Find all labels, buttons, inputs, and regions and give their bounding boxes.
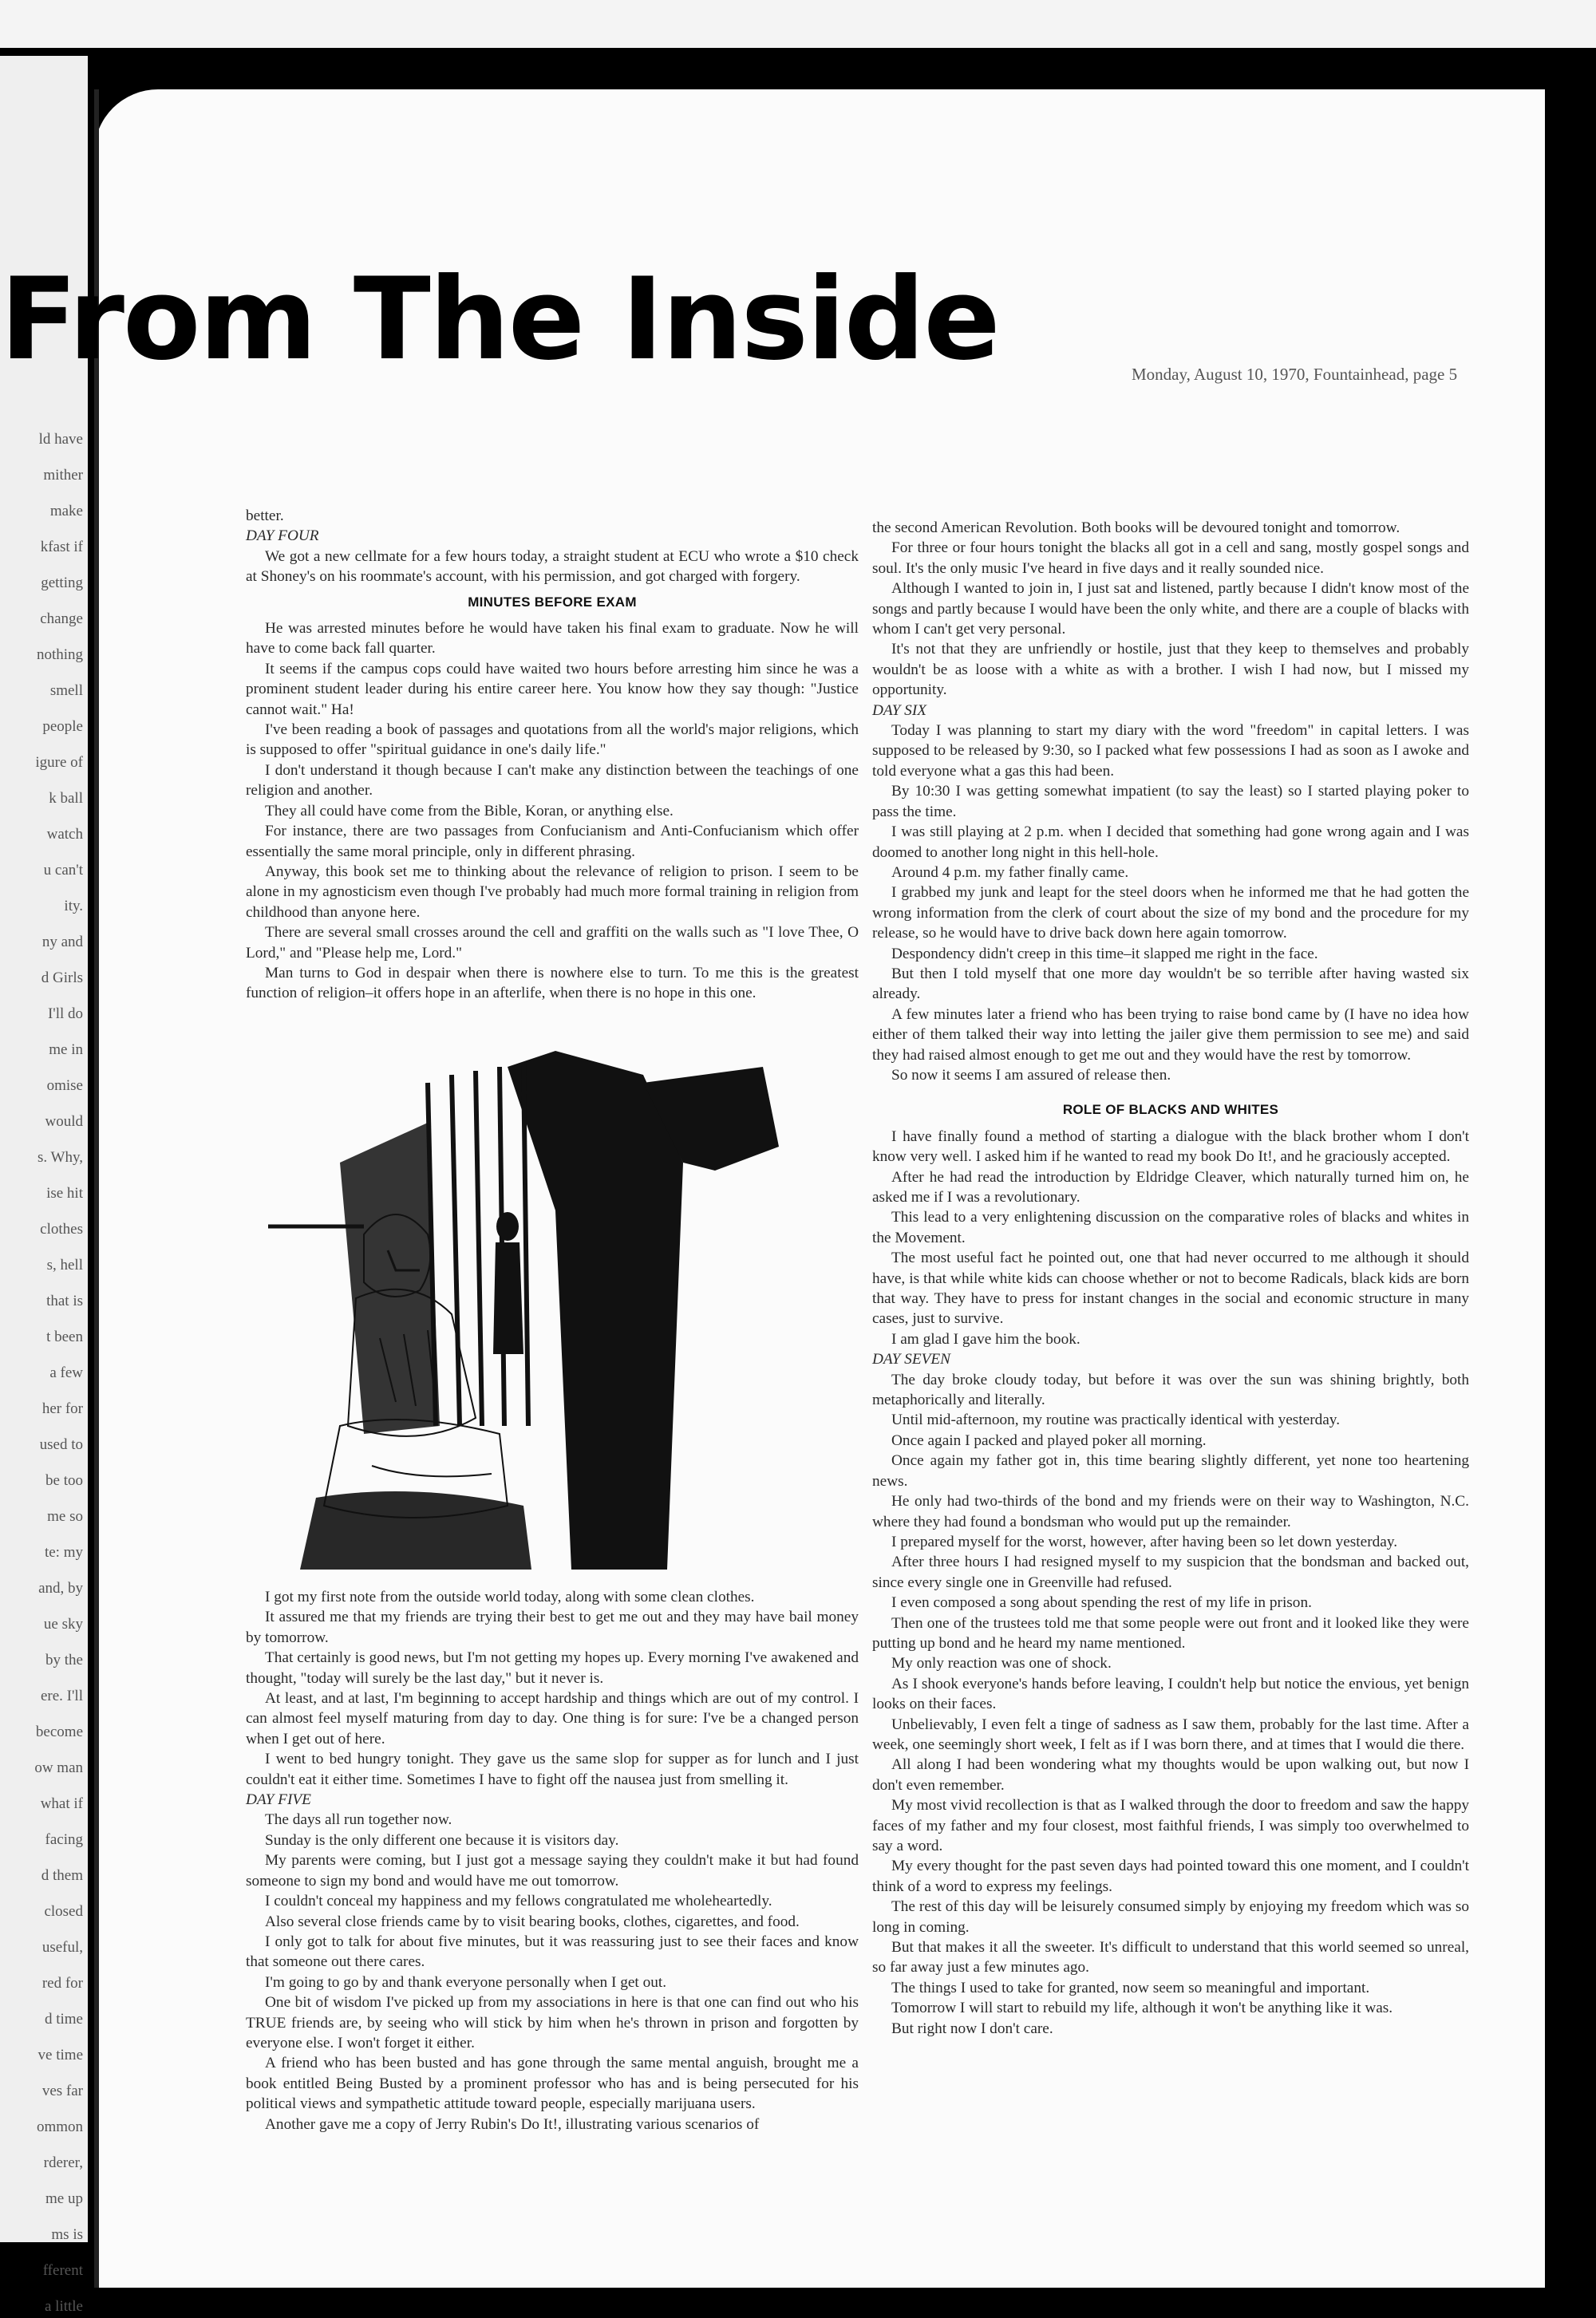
paragraph: Once again I packed and played poker all morning. <box>891 1431 1207 1449</box>
paragraph: Tomorrow I will start to rebuild my life, although it won't be anything like it was. <box>891 2000 1393 2017</box>
adjacent-page-text: would <box>45 1113 83 1130</box>
dateline: Monday, August 10, 1970, Fountainhead, page 5 <box>1132 365 1458 384</box>
paragraph: I was still playing at 2 p.m. when I decided that something had gone wrong again and I was doomed to another long night in this hell-hole. <box>872 823 1469 861</box>
adjacent-page-text: s, hell <box>46 1257 83 1274</box>
column-right <box>872 518 1469 2039</box>
adjacent-page-text: clothes <box>40 1221 83 1238</box>
paragraph: For instance, there are two passages from Confucianism and Anti-Confucianism which offer essentially the same moral principle, only in different phrasing. <box>246 823 859 860</box>
adjacent-page-text: kfast if <box>40 539 83 555</box>
paragraph: The days all run together now. <box>265 1811 452 1829</box>
paragraph: My parents were coming, but I just got a message saying they couldn't make it but had found someone to sign my bond and would have me out tomorrow. <box>246 1852 859 1890</box>
paragraph: Then one of the trustees told me that some people were out front and it looked like they were putting up bond and he heard my name mentioned. <box>872 1614 1469 1652</box>
adjacent-page-text: what if <box>40 1795 83 1812</box>
paragraph: I have finally found a method of starting a dialogue with the black brother whom I don't know very well. I asked him if he wanted to read my book Do It!, and he graciously accepted. <box>872 1127 1469 1166</box>
section-heading: ROLE OF BLACKS AND WHITES <box>1062 1102 1279 1118</box>
paragraph: Once again my father got in, this time bearing slightly different, yet none too heartening news. <box>872 1452 1469 1490</box>
adjacent-page-text: ise hit <box>46 1185 83 1202</box>
adjacent-page-text: t been <box>46 1329 83 1345</box>
adjacent-page-text: a little <box>44 2298 83 2315</box>
paragraph: The things I used to take for granted, now seem so meaningful and important. <box>891 1979 1370 1996</box>
adjacent-page-text: ld have <box>38 431 83 448</box>
adjacent-page-text: k ball <box>49 790 83 807</box>
paragraph: He was arrested minutes before he would have taken his final exam to graduate. Now he will have to come back fall quarter. <box>246 620 859 657</box>
adjacent-page-text: ity. <box>64 898 83 914</box>
adjacent-page-text: d Girls <box>41 969 83 986</box>
paragraph: After three hours I had resigned myself to my suspicion that the bondsman and backed out, since every single one in Greenville had refused. <box>872 1554 1469 1591</box>
paragraph: better. <box>246 507 284 524</box>
jail-cell-illustration <box>268 1051 843 1570</box>
adjacent-page-text: rderer, <box>43 2154 83 2171</box>
adjacent-page-text: that is <box>46 1293 83 1309</box>
adjacent-page-text: ommon <box>36 2119 83 2135</box>
adjacent-page-text: people <box>42 718 83 735</box>
adjacent-page-text: make <box>49 503 83 519</box>
adjacent-page-text: closed <box>44 1903 83 1920</box>
adjacent-page-text: her for <box>41 1400 83 1417</box>
paragraph: My every thought for the past seven days had pointed toward this one moment, and I couldn't think of a word to express my feelings. <box>872 1858 1469 1895</box>
adjacent-page-text: I'll do <box>47 1005 83 1022</box>
adjacent-page-text: become <box>35 1724 83 1740</box>
paragraph: Although I wanted to join in, I just sat and listened, partly because I didn't know most of the songs and partly because I would have been the only white, and there are a couple of blacks with whom I can't get very personal. <box>872 580 1469 638</box>
headline: From The Inside <box>0 254 999 385</box>
scanner-edge <box>0 0 1596 48</box>
day-heading: DAY FIVE <box>246 1791 311 1809</box>
paragraph: I only got to talk for about five minutes, but it was reassuring just to see their faces and know that someone out there cares. <box>246 1933 859 1971</box>
paragraph: I couldn't conceal my happiness and my fellows congratulated me wholeheartedly. <box>265 1893 772 1910</box>
column-left-bottom <box>246 1587 859 2134</box>
adjacent-page-text: mither <box>43 467 83 484</box>
paragraph: Unbelievably, I even felt a tinge of sadness as I saw them, probably for the last time. After a week, one seemingly short week, I felt as if I was born there, and at times that I would die there. <box>872 1716 1469 1753</box>
adjacent-page-text: ms is <box>51 2226 83 2243</box>
paragraph: I'm going to go by and thank everyone personally when I get out. <box>265 1973 667 1991</box>
adjacent-page-text: used to <box>39 1436 83 1453</box>
paragraph: But right now I don't care. <box>891 2020 1053 2037</box>
adjacent-page-text: ow man <box>34 1759 83 1776</box>
adjacent-page-text: igure of <box>35 754 83 771</box>
paragraph: For three or four hours tonight the blacks all got in a cell and sang, mostly gospel songs and soul. It's the only music I've heard in five days and it really sounded nice. <box>872 539 1469 577</box>
paragraph: One bit of wisdom I've picked up from my associations in here is that one can find out who his TRUE friends are, by seeing who will stick by him when he's thrown in prison and forgotten by everyone else. I won't forget it either. <box>246 1994 859 2051</box>
paragraph: I even composed a song about spending the rest of my life in prison. <box>891 1594 1312 1612</box>
paragraph: So now it seems I am assured of release then. <box>891 1066 1171 1084</box>
paragraph: As I shook everyone's hands before leaving, I couldn't help but notice the envious, yet benign looks on their faces. <box>872 1675 1469 1713</box>
adjacent-page-text: ny and <box>41 934 83 950</box>
adjacent-page-text: me in <box>49 1041 83 1058</box>
adjacent-page-text: omise <box>46 1077 83 1094</box>
adjacent-page-text: me up <box>45 2190 83 2207</box>
paragraph: I've been reading a book of passages and quotations from all the world's major religions, which is supposed to offer "spiritual guidance in one's daily life." <box>246 721 859 759</box>
paragraph: My only reaction was one of shock. <box>891 1655 1112 1672</box>
paragraph: That certainly is good news, but I'm not getting my hopes up. Every morning I've awakened and thought, "today will surely be the last day," but it never is. <box>246 1649 859 1687</box>
paragraph: My most vivid recollection is that as I walked through the door to freedom and saw the happy faces of my father and my four closest, most faithful friends, I was simply too overwhelmed to say a word. <box>872 1797 1469 1854</box>
adjacent-page-text: ue sky <box>43 1616 83 1633</box>
paragraph: Anyway, this book set me to thinking about the relevance of religion to prison. I seem to be alone in my agnosticism even though I've probably had much more formal training in religion from childhood than anyone here. <box>246 863 859 921</box>
adjacent-page-text: facing <box>45 1831 83 1848</box>
paragraph: It's not that they are unfriendly or hostile, just that they keep to themselves and probably wouldn't be as loose with a white as with a brother. I wish I had now, but I missed my opportunity. <box>872 641 1469 699</box>
adjacent-page-text: d them <box>41 1867 83 1884</box>
paragraph: A friend who has been busted and has gone through the same mental anguish, brought me a book entitled Being Busted by a prominent professor who has and is being persecuted for his political views and sympathetic attitude toward people, especially marijuana users. <box>246 2055 859 2113</box>
adjacent-page-text: nothing <box>36 646 83 663</box>
paragraph: A few minutes later a friend who has been trying to raise bond came by (I have no idea how either of them talked their way into letting the jailer give them permission to see me) and said they had raised almost enough to get me out and they would have the rest by tomorrow. <box>872 1005 1469 1064</box>
paragraph: Until mid-afternoon, my routine was practically identical with yesterday. <box>891 1412 1341 1429</box>
adjacent-page-text: fferent <box>42 2262 83 2279</box>
paragraph: Another gave me a copy of Jerry Rubin's Do It!, illustrating various scenarios of <box>265 2115 760 2133</box>
paragraph: It seems if the campus cops could have waited two hours before arresting him since he was a prominent student leader during his entire career here. You know how they say though: "Justice cannot wait." Ha! <box>246 660 859 718</box>
paragraph: After he had read the introduction by Eldridge Cleaver, which naturally turned him on, he asked me if I was a revolutionary. <box>872 1168 1469 1206</box>
adjacent-page-text: useful, <box>41 1939 83 1956</box>
paragraph: It assured me that my friends are trying their best to get me out and they may have bail money by tomorrow. <box>246 1609 859 1646</box>
adjacent-page-text: ves far <box>41 2083 83 2099</box>
adjacent-page-text: ve time <box>38 2047 83 2063</box>
adjacent-page-text: and, by <box>38 1580 83 1597</box>
paragraph: This lead to a very enlightening discussion on the comparative roles of blacks and whites in the Movement. <box>872 1209 1469 1246</box>
paragraph: Despondency didn't creep in this time–it slapped me right in the face. <box>891 945 1318 962</box>
paragraph: He only had two-thirds of the bond and my friends were on their way to Washington, N.C. where they had found a bondsman who would put up the remainder. <box>872 1493 1469 1530</box>
paragraph: They all could have come from the Bible, Koran, or anything else. <box>265 802 674 819</box>
paragraph: Also several close friends came by to visit bearing books, clothes, cigarettes, and food. <box>265 1913 800 1930</box>
column-left-top <box>246 506 859 1004</box>
adjacent-page-text: by the <box>45 1652 83 1668</box>
paragraph: I prepared myself for the worst, however, after having been so let down yesterday. <box>891 1533 1398 1550</box>
adjacent-page-text: smell <box>49 682 83 699</box>
paragraph: All along I had been wondering what my thoughts would be upon walking out, but now I don't even remember. <box>872 1756 1469 1794</box>
paragraph: There are several small crosses around the cell and graffiti on the walls such as "I love Thee, O Lord," and "Please help me, Lord." <box>246 924 859 962</box>
paragraph: But that makes it all the sweeter. It's difficult to understand that this world seemed so unreal, so far away just a few minutes ago. <box>872 1939 1469 1976</box>
page-fold <box>94 89 99 2288</box>
paragraph: I grabbed my junk and leapt for the steel doors when he informed me that he had gotten the wrong information from the clerk of court about the size of my bond and the procedure for my release, so he would have to drive back down here again tomorrow. <box>872 884 1469 942</box>
paragraph: But then I told myself that one more day wouldn't be so terrible after having wasted six already. <box>872 965 1469 1003</box>
adjacent-page-text: getting <box>41 575 83 591</box>
paragraph: By 10:30 I was getting somewhat impatient (to say the least) so I started playing poker to pass the time. <box>872 783 1469 820</box>
paragraph: Sunday is the only different one because it is visitors day. <box>265 1831 619 1849</box>
adjacent-page-text: u can't <box>43 862 83 879</box>
adjacent-page-text: red for <box>41 1975 83 1992</box>
paragraph: The most useful fact he pointed out, one that had never occurred to me although it should have, is that while white kids can choose whether or not to become Radicals, black kids are born that way. They have to press for instant changes in the social and economic structure in many cases, just to survive. <box>872 1250 1469 1328</box>
adjacent-page-text: watch <box>46 826 83 843</box>
paragraph: At least, and at last, I'm beginning to accept hardship and things which are out of my control. I can almost feel myself maturing from day to day. One thing is for sure: I've be a changed person when I get out of here. <box>246 1690 859 1747</box>
paragraph: Man turns to God in despair when there is nowhere else to turn. To me this is the greatest function of religion–it offers hope in an afterlife, when there is no hope in this one. <box>246 964 859 1002</box>
paragraph: We got a new cellmate for a few hours today, a straight student at ECU who wrote a $10 check at Shoney's on his roommate's account, with his permission, and got charged with forgery. <box>246 547 859 586</box>
paragraph: the second American Revolution. Both books will be devoured tonight and tomorrow. <box>872 519 1400 536</box>
day-heading: DAY SEVEN <box>872 1351 951 1368</box>
paragraph: The rest of this day will be leisurely consumed simply by enjoying my freedom which was so long in coming. <box>872 1898 1469 1936</box>
paragraph: Around 4 p.m. my father finally came. <box>891 863 1129 881</box>
paragraph: I got my first note from the outside world today, along with some clean clothes. <box>265 1589 755 1605</box>
adjacent-page-text: s. Why, <box>38 1149 83 1166</box>
paragraph: I am glad I gave him the book. <box>891 1330 1080 1348</box>
paragraph: I went to bed hungry tonight. They gave us the same slop for supper as for lunch and I just couldn't eat it either time. Sometimes I have to fight off the nausea just from smelling it. <box>246 1751 859 1788</box>
adjacent-page-text: te: my <box>44 1544 83 1561</box>
section-heading: MINUTES BEFORE EXAM <box>468 594 637 610</box>
adjacent-page-text: be too <box>45 1472 83 1489</box>
day-heading: DAY SIX <box>872 701 927 719</box>
adjacent-page-text: change <box>40 610 83 627</box>
adjacent-page-text: ere. I'll <box>40 1688 83 1704</box>
day-heading: DAY FOUR <box>246 527 319 545</box>
paragraph: The day broke cloudy today, but before it was over the sun was shining brightly, both metaphorically and literally. <box>872 1371 1469 1409</box>
adjacent-page-text: me so <box>47 1508 83 1525</box>
adjacent-page-text: a few <box>49 1364 83 1381</box>
newspaper-page <box>94 89 1545 2288</box>
adjacent-page-text: d time <box>44 2011 83 2028</box>
paragraph: Today I was planning to start my diary with the word "freedom" in capital letters. I was supposed to be released by 9:30, so I packed what few possessions I had as soon as I awoke and told everyone what a gas this had been. <box>872 722 1469 780</box>
paragraph: I don't understand it though because I can't make any distinction between the teachings of one religion and another. <box>246 761 859 800</box>
